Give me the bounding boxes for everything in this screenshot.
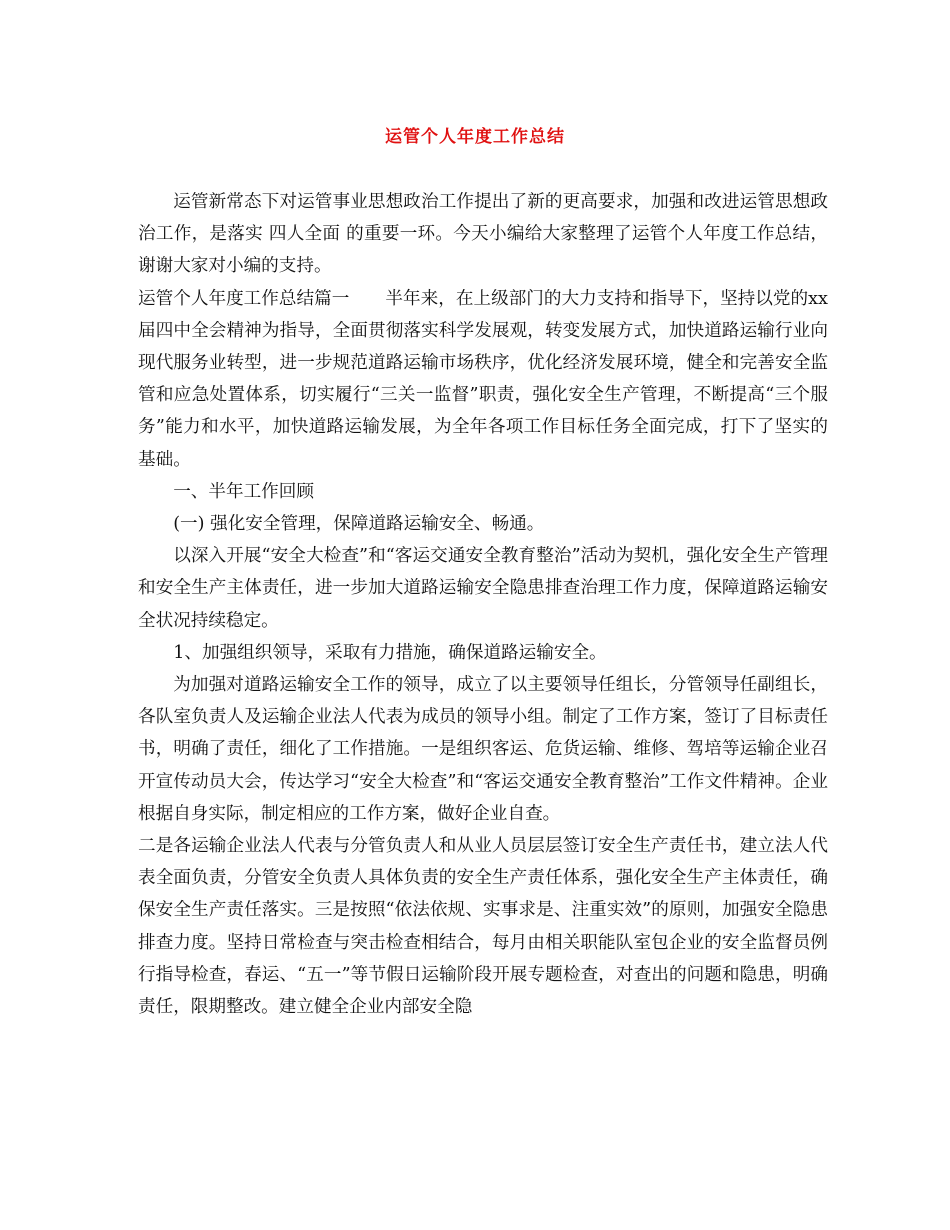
section-paragraph (138, 283, 828, 476)
intro-paragraph: 运管新常态下对运管事业思想政治工作提出了新的更高要求，加强和改进运管思想政治工作，是落实 四人全面 的重要一环。今天小编给大家整理了运管个人年度工作总结，谢谢大家对小编的支持。 (138, 192, 828, 277)
body-paragraph: 二是各运输企业法人代表与分管负责人和从业人员层层签订安全生产责任书，建立法人代表全面负责，分管安全负责人具体负责的安全生产责任体系，强化安全生产主体责任，确保安全生产责任落实。三是按照“依法依规、实事求是、注重实效”的原则，加强安全隐患排查力度。坚持日常检查与突击检查相结合，每月由相关职能队室包企业的安全监督员例行指导检查，春运、“五一”等节假日运输阶段开展专题检查，对查出的问题和隐患，明确责任，限期整改。建立健全企业内部安全隐 (138, 836, 828, 1018)
heading-review: 一、半年工作回顾 (173, 481, 314, 502)
document-title: 运管个人年度工作总结 (385, 127, 565, 147)
body-paragraph: 以深入开展“安全大检查”和“客运交通安全教育整治”活动为契机，强化安全生产管理和安全生产主体责任，进一步加大道路运输安全隐患排查治理工作力度，保障道路运输安全状况持续稳定。 (138, 546, 828, 631)
section-heading: 运管个人年度工作总结篇一 (138, 288, 350, 309)
body-paragraph: 为加强对道路运输安全工作的领导，成立了以主要领导任组长，分管领导任副组长，各队室负责人及运输企业法人代表为成员的领导小组。制定了工作方案，签订了目标责任书，明确了责任，细化了工作措施。一是组织客运、危货运输、维修、驾培等运输企业召开宣传动员大会，传达学习“安全大检查”和“客运交通安全教育整治”工作文件精神。企业根据自身实际，制定相应的工作方案，做好企业自查。 (138, 675, 828, 824)
heading-safety: (一) 强化安全管理，保障道路运输安全、畅通。 (173, 514, 545, 535)
heading-organization: 1、加强组织领导，采取有力措施，确保道路运输安全。 (173, 642, 607, 663)
document-body (138, 186, 828, 1023)
section-text: 半年来，在上级部门的大力支持和指导下，坚持以党的xx届四中全会精神为指导，全面贯彻落实科学发展观，转变发展方式，加快道路运输行业向现代服务业转型，进一步规范道路运输市场秩序，优化经济发展环境，健全和完善安全监管和应急处置体系，切实履行“三关一监督”职责，强化安全生产管理，不断提高“三个服务”能力和水平，加快道路运输发展，为全年各项工作目标任务全面完成，打下了坚实的基础。 (138, 288, 828, 470)
